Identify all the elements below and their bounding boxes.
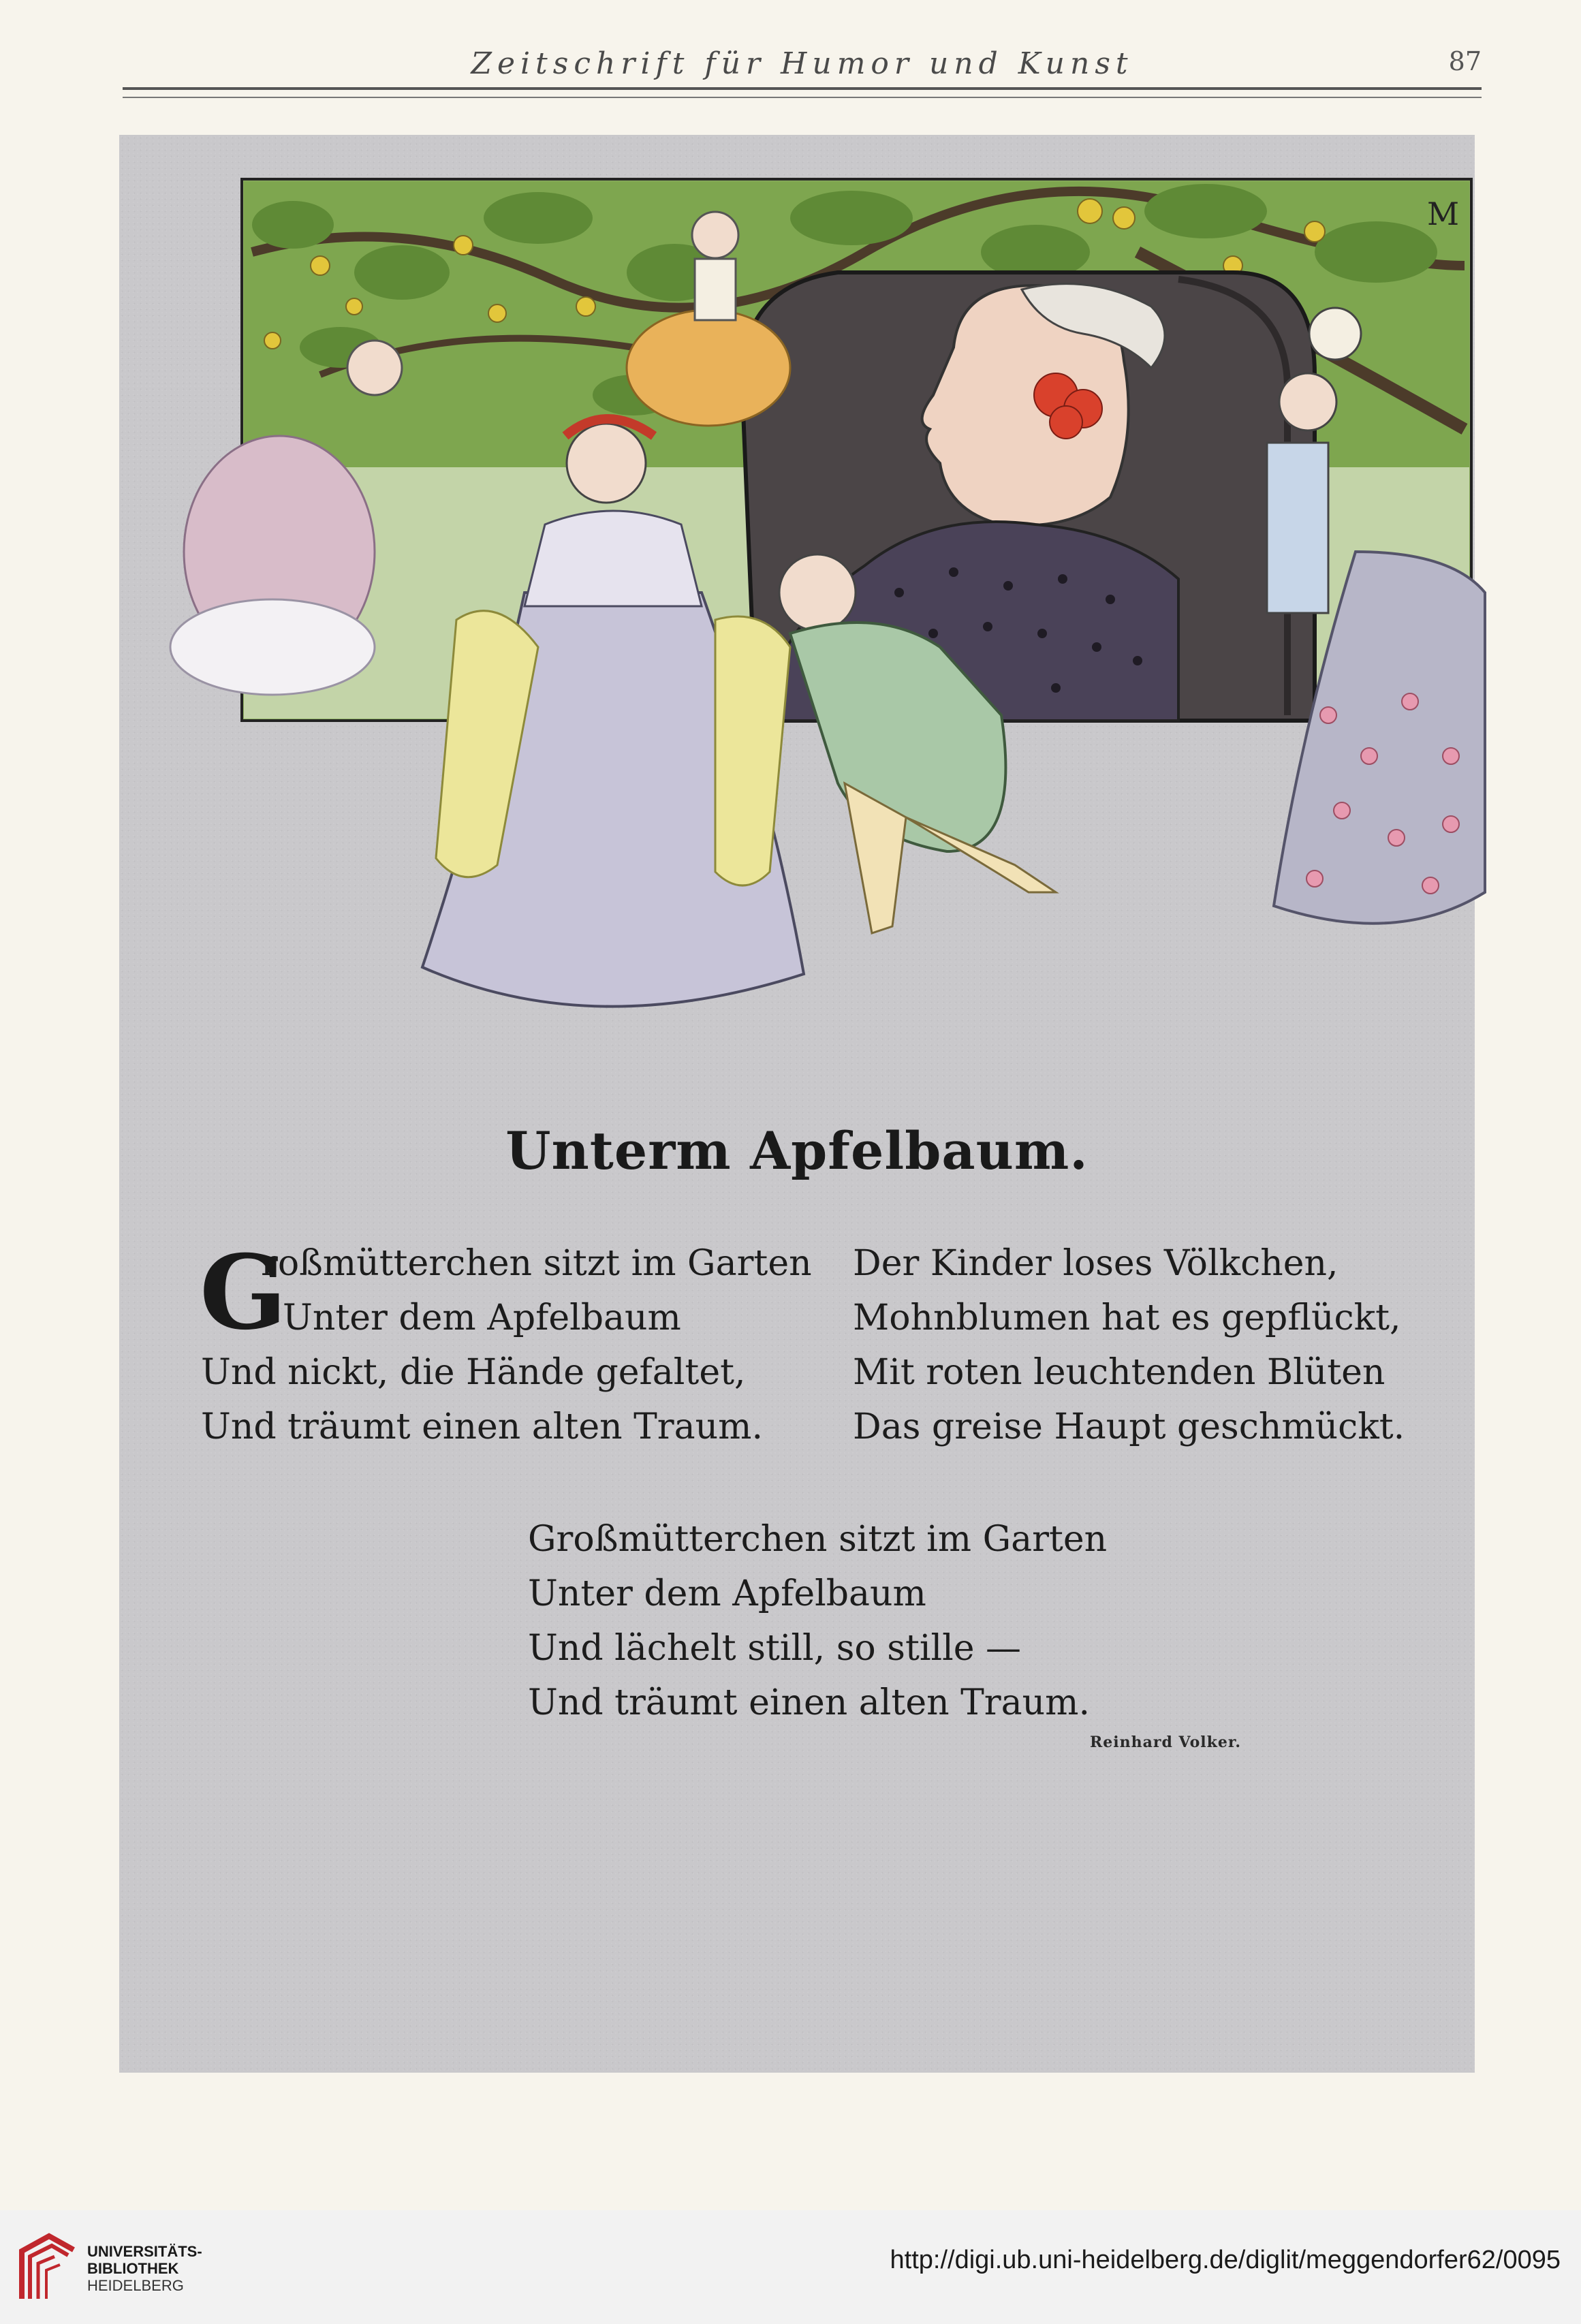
library-name[interactable] bbox=[87, 2243, 202, 2294]
library-logo-icon[interactable] bbox=[15, 2231, 80, 2308]
running-title: Zeitschrift für Humor und Kunst bbox=[471, 46, 1133, 81]
running-header bbox=[123, 41, 1482, 89]
tree-child-head bbox=[692, 212, 738, 258]
right-girl-body bbox=[1267, 443, 1328, 613]
header-rule-thick bbox=[123, 87, 1482, 90]
artist-monogram: M bbox=[1427, 195, 1460, 232]
stanza-1-line-1: roßmütterchen sitzt im Garten bbox=[261, 1243, 812, 1284]
lady-bodice bbox=[525, 511, 702, 606]
stanza-2-line-2: Mohnblumen hat es gepflückt, bbox=[853, 1298, 1401, 1338]
stanza-2-line-1: Der Kinder loses Völkchen, bbox=[853, 1243, 1339, 1284]
boy-head bbox=[779, 554, 856, 631]
stanza-3-line-3: Und lächelt still, so stille — bbox=[528, 1628, 1022, 1669]
page-number: 87 bbox=[1448, 46, 1482, 76]
source-url-link[interactable]: http://digi.ub.uni-heidelberg.de/diglit/meggendorfer62/0095 bbox=[890, 2246, 1561, 2274]
drop-cap: G bbox=[200, 1233, 287, 1353]
back-girl-head bbox=[1309, 308, 1361, 360]
orange-dress-figure bbox=[627, 310, 790, 426]
library-footer bbox=[0, 2210, 1581, 2324]
stanza-3-line-1: Großmütterchen sitzt im Garten bbox=[528, 1519, 1108, 1560]
tree-child-body bbox=[695, 259, 736, 320]
yellow-shawl-right bbox=[715, 616, 790, 885]
poem-author: Reinhard Volker. bbox=[1090, 1733, 1242, 1751]
stanza-2-line-4: Das greise Haupt geschmückt. bbox=[853, 1407, 1405, 1447]
library-name-line-3: HEIDELBERG bbox=[87, 2277, 184, 2294]
library-name-line-2: BIBLIOTHEK bbox=[87, 2260, 179, 2277]
stanza-3 bbox=[528, 1512, 1141, 1730]
lady-head bbox=[567, 424, 646, 503]
stanza-1-line-2: Unter dem Apfelbaum bbox=[283, 1298, 681, 1338]
stanza-1-line-4: Und träumt einen alten Traum. bbox=[201, 1407, 763, 1447]
library-name-line-1: UNIVERSITÄTS- bbox=[87, 2243, 202, 2260]
poem-title: Unterm Apfelbaum. bbox=[505, 1120, 1089, 1181]
header-rule-thin bbox=[123, 97, 1482, 98]
stanza-3-line-4: Und träumt einen alten Traum. bbox=[528, 1682, 1090, 1723]
stanza-2 bbox=[853, 1236, 1466, 1454]
right-girl-head bbox=[1279, 373, 1336, 430]
left-fairy-head bbox=[347, 341, 402, 395]
stanza-3-line-2: Unter dem Apfelbaum bbox=[528, 1573, 926, 1614]
stanza-1 bbox=[200, 1233, 814, 1454]
illustration bbox=[116, 170, 1492, 1056]
stanza-2-line-3: Mit roten leuchtenden Blüten bbox=[853, 1352, 1386, 1393]
library-logo-svg bbox=[15, 2231, 80, 2306]
stanza-1-line-3: Und nickt, die Hände gefaltet, bbox=[201, 1352, 746, 1393]
illustration-svg bbox=[116, 170, 1492, 1056]
left-fairy-petticoat bbox=[170, 599, 375, 695]
